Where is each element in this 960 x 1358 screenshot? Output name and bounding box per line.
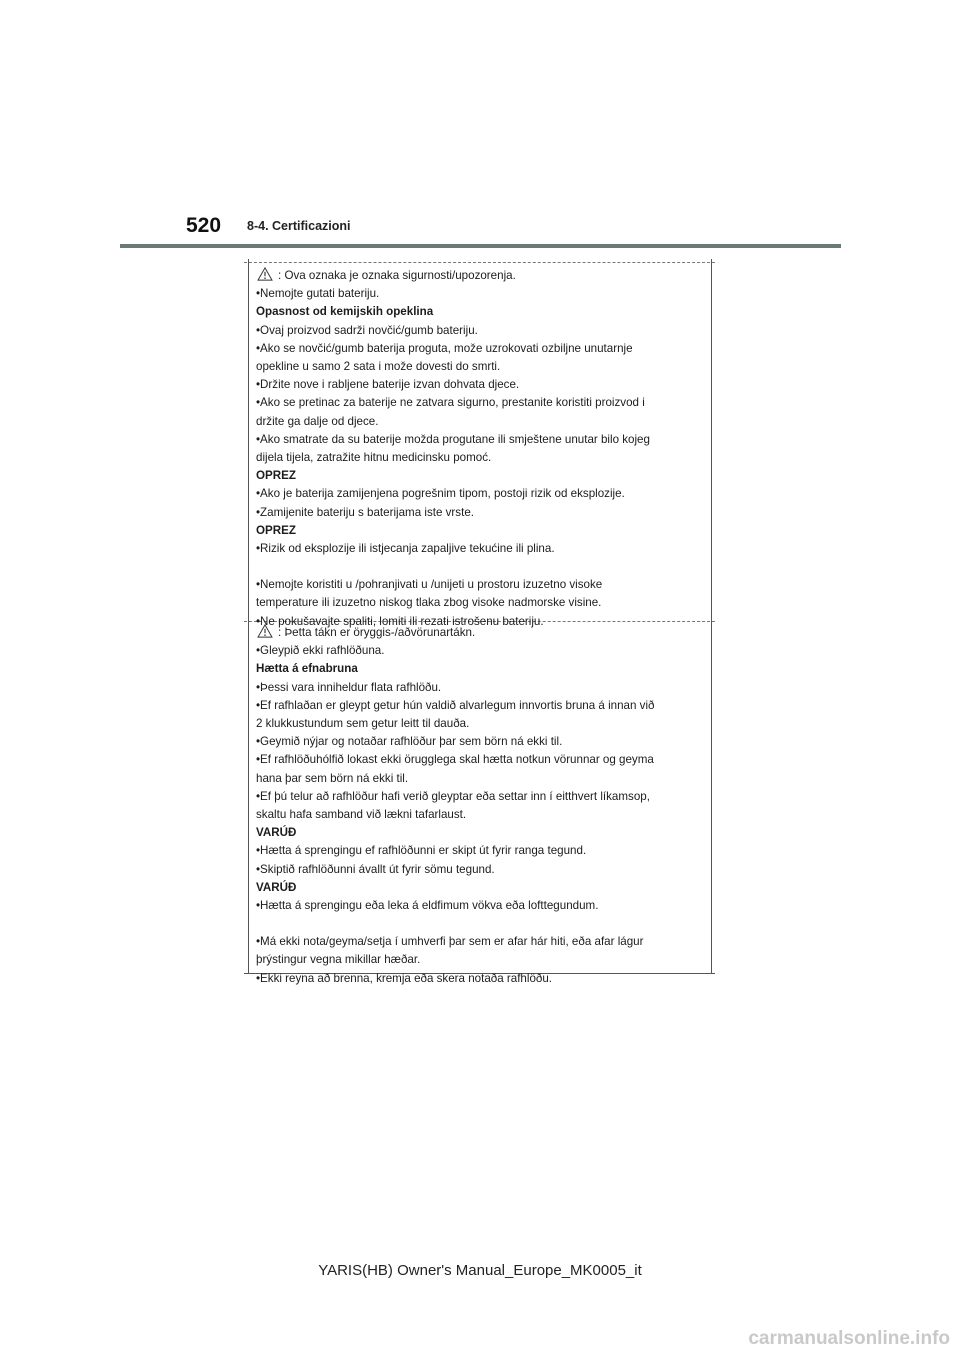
page-number: 520	[186, 214, 222, 237]
warning-line	[256, 376, 704, 394]
section-title: 8-4. Certificazioni	[247, 219, 351, 233]
line-text: •Rizik od eksplozije ili istjecanja zapaljive tekućine ili plina.	[256, 542, 555, 556]
line-text: hana þar sem börn ná ekki til.	[256, 771, 409, 785]
warning-line	[256, 933, 704, 951]
line-text: •Má ekki nota/geyma/setja í umhverfi þar sem er afar hár hiti, eða afar lágur	[256, 935, 644, 949]
warning-line	[256, 842, 704, 860]
line-text: : Ova oznaka je oznaka sigurnosti/upozorenja.	[278, 269, 516, 282]
croatian-warning-block	[256, 267, 704, 631]
line-text: •Geymið nýjar og notaðar rafhlöður þar sem börn ná ekki til.	[256, 735, 563, 749]
line-text: •Ef þú telur að rafhlöður hafi verið gleyptar eða settar inn í eitthvert líkamsop,	[256, 789, 650, 803]
line-text: Opasnost od kemijskih opeklina	[256, 305, 434, 319]
warning-triangle-icon	[256, 624, 274, 638]
warning-line	[256, 951, 704, 969]
warning-line	[256, 413, 704, 431]
warning-line	[256, 861, 704, 879]
line-text: OPREZ	[256, 469, 296, 483]
manual-name: YARIS(HB) Owner's Manual_Europe_MK0005_it	[318, 1262, 642, 1279]
line-text: •Ne pokušavajte spaliti, lomiti ili rezati istrošenu bateriju.	[256, 614, 544, 628]
warning-line	[256, 788, 704, 806]
warning-line	[256, 642, 704, 660]
line-text: •Skiptið rafhlöðunni ávallt út fyrir sömu tegund.	[256, 862, 495, 876]
line-text: •Ako smatrate da su baterije možda progutane ili smještene unutar bilo kojeg	[256, 432, 650, 446]
warning-line	[256, 697, 704, 715]
warning-line	[256, 733, 704, 751]
line-text: Hætta á efnabruna	[256, 662, 358, 676]
line-text: •Ef rafhlöðuhólfið lokast ekki örugglega skal hætta notkun vörunnar og geyma	[256, 753, 654, 767]
line-text: •Ako se pretinac za baterije ne zatvara sigurno, prestanite koristiti proizvod i	[256, 396, 645, 410]
warning-line	[256, 267, 704, 285]
line-text: •Nemojte gutati bateriju.	[256, 287, 380, 301]
warning-line	[256, 679, 704, 697]
warning-line	[256, 594, 704, 612]
line-text: •Držite nove i rabljene baterije izvan dohvata djece.	[256, 378, 520, 392]
warning-heading	[256, 467, 704, 485]
warning-line	[256, 485, 704, 503]
warning-line	[256, 394, 704, 412]
line-text: skaltu hafa samband við lækni tafarlaust.	[256, 808, 467, 822]
warning-heading	[256, 303, 704, 321]
warning-line	[256, 897, 704, 915]
warning-line	[256, 540, 704, 558]
line-text: dijela tijela, zatražite hitnu medicinsku pomoć.	[256, 451, 492, 465]
line-text: •Ako je baterija zamijenjena pogrešnim tipom, postoji rizik od eksplozije.	[256, 487, 625, 501]
line-text: •Ekki reyna að brenna, kremja eða skera notaða rafhlöðu.	[256, 971, 553, 985]
warning-line	[256, 806, 704, 824]
watermark: carmanualsonline.info	[748, 1328, 950, 1349]
warning-heading	[256, 660, 704, 678]
warning-line	[256, 431, 704, 449]
warning-heading	[256, 879, 704, 897]
line-text: •Þessi vara inniheldur flata rafhlöðu.	[256, 680, 442, 694]
warning-triangle-icon	[256, 267, 274, 281]
line-text: OPREZ	[256, 523, 296, 537]
warning-line	[256, 504, 704, 522]
line-text: : Þetta tákn er öryggis-/aðvörunartákn.	[278, 626, 476, 639]
warning-line	[256, 340, 704, 358]
line-text: þrýstingur vegna mikillar hæðar.	[256, 953, 421, 967]
line-text: opekline u samo 2 sata i može dovesti do smrti.	[256, 360, 501, 374]
warning-line	[256, 322, 704, 340]
spacer	[256, 558, 704, 576]
notice-box-top-border	[244, 262, 715, 263]
warning-line	[256, 358, 704, 376]
warning-line	[256, 576, 704, 594]
warning-line	[256, 970, 704, 988]
warning-line	[256, 285, 704, 303]
header-rule	[120, 244, 841, 248]
warning-line	[256, 751, 704, 769]
line-text: VARÚÐ	[256, 826, 297, 840]
line-text: držite ga dalje od djece.	[256, 414, 379, 428]
line-text: •Ovaj proizvod sadrži novčić/gumb bateriju.	[256, 323, 478, 337]
line-text: VARÚÐ	[256, 880, 297, 894]
line-text: •Zamijenite bateriju s baterijama iste vrste.	[256, 505, 474, 519]
warning-line	[256, 624, 704, 642]
line-text: •Hætta á sprengingu ef rafhlöðunni er skipt út fyrir ranga tegund.	[256, 844, 587, 858]
line-text: •Ako se novčić/gumb baterija proguta, može uzrokovati ozbiljne unutarnje	[256, 341, 633, 355]
line-text: temperature ili izuzetno niskog tlaka zbog visoke nadmorske visine.	[256, 596, 602, 610]
warning-line	[256, 715, 704, 733]
warning-line	[256, 770, 704, 788]
line-text: •Hætta á sprengingu eða leka á eldfimum vökva eða lofttegundum.	[256, 899, 599, 913]
line-text: •Ef rafhlaðan er gleypt getur hún valdið alvarlegum innvortis bruna á innan við	[256, 698, 655, 712]
warning-heading	[256, 522, 704, 540]
line-text: 2 klukkustundum sem getur leitt til dauða.	[256, 717, 470, 731]
line-text: •Nemojte koristiti u /pohranjivati u /unijeti u prostoru izuzetno visoke	[256, 578, 603, 592]
icelandic-warning-block	[256, 624, 704, 988]
spacer	[256, 915, 704, 933]
warning-heading	[256, 824, 704, 842]
line-text: •Gleypið ekki rafhlöðuna.	[256, 644, 385, 658]
warning-line	[256, 449, 704, 467]
